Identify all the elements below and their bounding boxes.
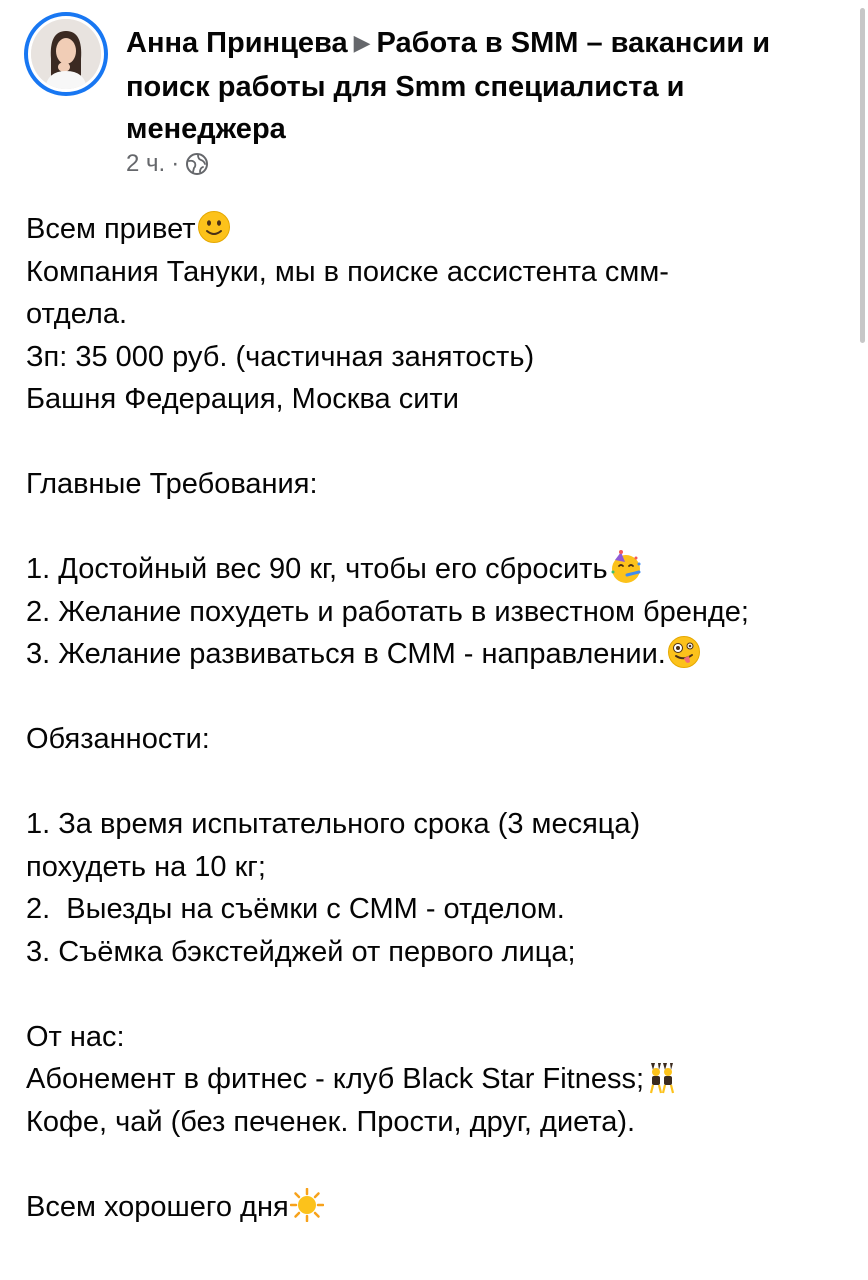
requirement-text: 1. Достойный вес 90 кг, чтобы его сбросить (26, 553, 608, 585)
sun-emoji (290, 1188, 324, 1222)
author-name[interactable]: Анна Принцева (126, 27, 348, 59)
duty-item: 1. За время испытательного срока (3 месяца) похудеть на 10 кг; (26, 808, 641, 883)
meta-separator: · (171, 150, 180, 177)
post-header (126, 22, 836, 150)
slightly-smiling-face-emoji (197, 210, 231, 244)
partying-face-emoji (609, 550, 643, 584)
duties-title: Обязанности: (26, 723, 210, 755)
duty-item: 2. Выезды на съёмки с СММ - отделом. (26, 893, 565, 925)
offer-text: Абонемент в фитнес - клуб Black Star Fitness; (26, 1063, 645, 1095)
greeting-text: Всем привет (26, 213, 196, 245)
zany-face-emoji (667, 635, 701, 669)
closing-line (26, 1186, 856, 1229)
offer-item: Кофе, чай (без печенек. Прости, друг, диета). (26, 1105, 636, 1138)
requirement-item (26, 548, 856, 591)
requirement-item (26, 633, 856, 676)
post-time[interactable]: 2 ч. (126, 150, 166, 177)
requirement-item: 2. Желание похудеть и работать в известном бренде; (26, 595, 749, 628)
post-meta (126, 150, 209, 178)
duty-item: 3. Съёмка бэкстейджей от первого лица; (26, 935, 576, 968)
author-avatar[interactable] (24, 12, 108, 96)
requirements-title: Главные Требования: (26, 468, 318, 500)
offer-item (26, 1058, 856, 1101)
greeting-line (26, 208, 856, 251)
post-body (26, 208, 856, 1228)
avatar-photo (31, 19, 101, 89)
triangle-right-icon: ▶ (353, 30, 371, 55)
women-with-bunny-ears-emoji (645, 1060, 679, 1094)
intro-line: Компания Тануки, мы в поиске ассистента смм-отдела. (26, 255, 669, 330)
scrollbar[interactable] (860, 8, 865, 343)
group-name[interactable]: Работа в SMM – вакансии и поиск работы для Smm специалиста и менеджера (126, 27, 771, 145)
location-line: Башня Федерация, Москва сити (26, 383, 459, 415)
salary-line: Зп: 35 000 руб. (частичная занятость) (26, 340, 535, 373)
requirement-text: 3. Желание развиваться в СММ - направлении. (26, 638, 666, 670)
globe-icon[interactable] (185, 152, 209, 176)
offer-title: От нас: (26, 1020, 125, 1053)
closing-text: Всем хорошего дня (26, 1190, 289, 1223)
